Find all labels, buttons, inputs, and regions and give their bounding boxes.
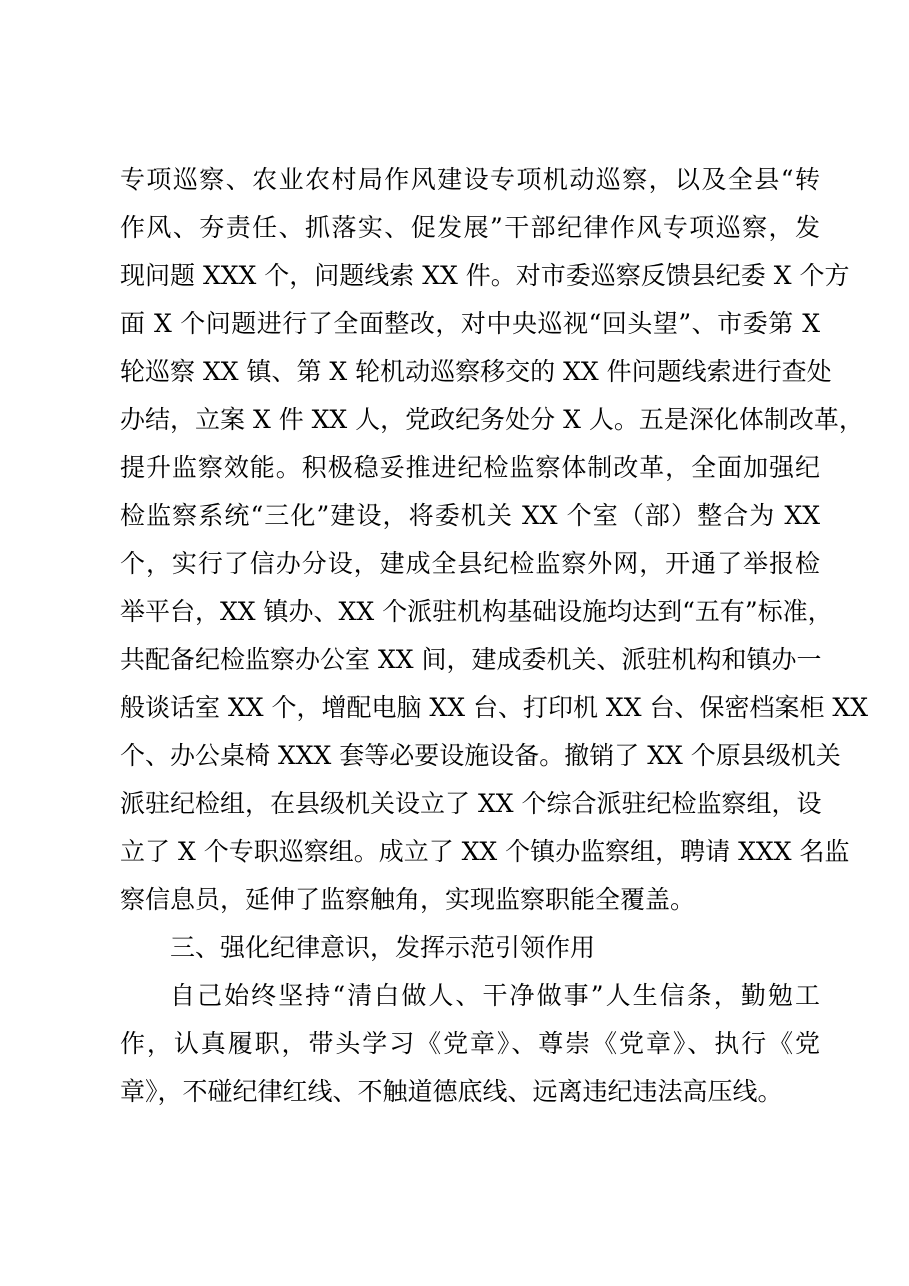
body-text-line: 专项巡察、农业农村局作风建设专项机动巡察，以及全县“转 [120, 165, 820, 194]
body-text-line: 轮巡察 XX 镇、第 X 轮机动巡察移交的 XX 件问题线索进行查处 [120, 357, 832, 386]
body-text-line: 作风、夯责任、抓落实、促发展”干部纪律作风专项巡察，发 [120, 213, 820, 242]
body-text-line: 提升监察效能。积极稳妥推进纪检监察体制改革，全面加强纪 [120, 453, 820, 482]
body-text-line: 个、办公桌椅 XXX 套等必要设施设备。撤销了 XX 个原县级机关 [120, 741, 841, 770]
body-text-line: 面 X 个问题进行了全面整改，对中央巡视“回头望”、市委第 X [120, 309, 820, 338]
body-text-line: 自己始终坚持“清白做人、干净做事”人生信条，勤勉工 [170, 981, 820, 1010]
body-text-line: 检监察系统“三化”建设，将委机关 XX 个室（部）整合为 XX [120, 501, 820, 530]
body-text-line: 察信息员，延伸了监察触角，实现监察职能全覆盖。 [120, 885, 696, 914]
body-text-line: 举平台，XX 镇办、XX 个派驻机构基础设施均达到“五有”标准， [120, 597, 833, 626]
body-text-line: 办结，立案 X 件 XX 人，党政纪务处分 X 人。五是深化体制改革， [120, 405, 864, 434]
body-text-line: 共配备纪检监察办公室 XX 间，建成委机关、派驻机构和镇办一 [120, 645, 822, 674]
body-text-line: 般谈话室 XX 个，增配电脑 XX 台、打印机 XX 台、保密档案柜 XX [120, 693, 869, 722]
body-text-line: 章》，不碰纪律红线、不触道德底线、远离违纪违法高压线。 [120, 1077, 783, 1106]
body-text-line: 现问题 XXX 个，问题线索 XX 件。对市委巡察反馈县纪委 X 个方 [120, 261, 850, 290]
body-text-line: 个，实行了信办分设，建成全县纪检监察外网，开通了举报检 [120, 549, 820, 578]
body-text-line: 作，认真履职，带头学习《党章》、尊崇《党章》、执行《党 [120, 1029, 820, 1058]
body-text-line: 派驻纪检组，在县级机关设立了 XX 个综合派驻纪检监察组，设 [120, 789, 822, 818]
body-text-line: 立了 X 个专职巡察组。成立了 XX 个镇办监察组，聘请 XXX 名监 [120, 837, 850, 866]
section-heading: 三、强化纪律意识，发挥示范引领作用 [170, 933, 596, 962]
